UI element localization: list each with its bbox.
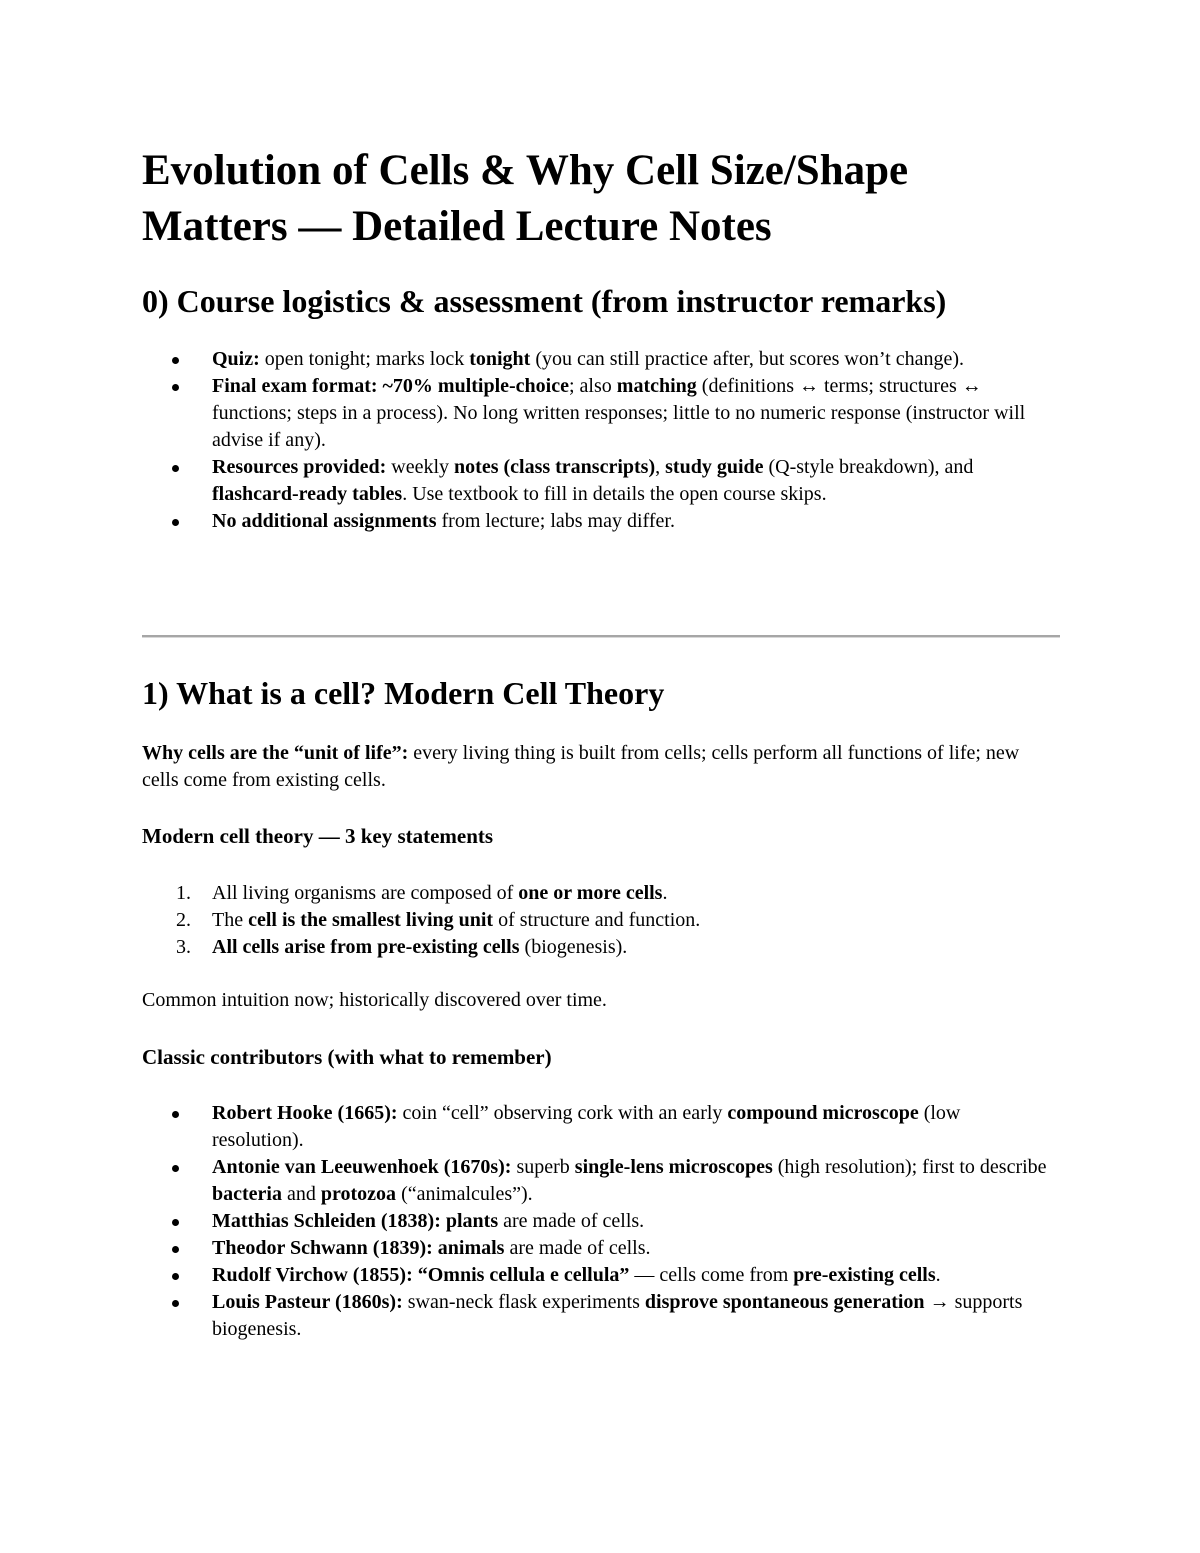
bold-text: matching (616, 375, 697, 397)
bold-text: No additional assignments (212, 510, 437, 532)
body-text: — cells come from (629, 1264, 794, 1286)
body-text: , (655, 456, 666, 478)
list-item (142, 907, 1052, 934)
bold-text: All cells arise from pre-existing cells (212, 936, 520, 958)
bold-text: flashcard-ready tables (212, 483, 403, 505)
bold-text: Louis Pasteur (1860s): (212, 1291, 403, 1313)
bullet-icon (172, 1273, 179, 1280)
cell-theory-list (142, 880, 1060, 961)
bold-text: Quiz: (212, 348, 260, 370)
list-number: 3. (176, 936, 191, 958)
body-text: . Use textbook to fill in details the open course skips. (402, 483, 827, 505)
bold-text: Theodor Schwann (1839): animals (212, 1237, 505, 1259)
bold-text: Why cells are the “unit of life”: (142, 742, 409, 764)
body-text: of structure and function. (493, 909, 701, 931)
bold-text: Robert Hooke (1665): (212, 1102, 398, 1124)
cell-theory-heading: Modern cell theory — 3 key statements (142, 824, 494, 848)
body-text: weekly (386, 456, 455, 478)
body-text: The (212, 909, 249, 931)
bold-text: Rudolf Virchow (1855): “Omnis cellula e cellula” (212, 1264, 630, 1286)
bold-text: study guide (665, 456, 764, 478)
section-1-heading: 1) What is a cell? Modern Cell Theory (142, 675, 665, 711)
contributors-list (142, 1100, 1060, 1343)
body-text: (high resolution); first to describe (772, 1156, 1047, 1178)
body-text: from lecture; labs may differ. (436, 510, 675, 532)
body-text: (you can still practice after, but scores won’t change). (530, 348, 964, 370)
contributors-heading: Classic contributors (with what to remember) (142, 1045, 552, 1069)
body-text: are made of cells. (504, 1237, 651, 1259)
list-item (142, 1289, 1052, 1343)
bullet-icon (172, 1219, 179, 1226)
bold-text: cell is the smallest living unit (248, 909, 494, 931)
bold-text: one or more cells (518, 882, 663, 904)
body-text: (“animalcules”). (396, 1183, 533, 1205)
body-text: All living organisms are composed of (212, 882, 519, 904)
bold-text: compound microscope (727, 1102, 919, 1124)
body-text: (biogenesis). (519, 936, 628, 958)
bold-text: tonight (469, 348, 531, 370)
bold-text: Matthias Schleiden (1838): plants (212, 1210, 499, 1232)
body-text: are made of cells. (498, 1210, 645, 1232)
list-item (142, 880, 1052, 907)
bullet-icon (172, 1165, 179, 1172)
bold-text: notes (class transcripts) (454, 456, 656, 478)
bullet-icon (172, 1300, 179, 1307)
unit-of-life-paragraph (142, 740, 1042, 794)
bullet-icon (172, 465, 179, 472)
list-item (142, 1154, 1052, 1208)
list-number: 1. (176, 882, 191, 904)
body-text: . (662, 882, 668, 904)
bold-text: pre-existing cells (793, 1264, 936, 1286)
document-title: Evolution of Cells & Why Cell Size/Shape Matters — Detailed Lecture Notes (142, 147, 909, 250)
bold-text: Antonie van Leeuwenhoek (1670s): (212, 1156, 512, 1178)
body-text: swan-neck flask experiments (402, 1291, 645, 1313)
body-text: superb (511, 1156, 575, 1178)
body-text: (Q-style breakdown), and (763, 456, 974, 478)
bold-text: bacteria (212, 1183, 282, 1205)
body-text: open tonight; marks lock (259, 348, 470, 370)
bold-text: Final exam format: ~70% multiple-choice (212, 375, 569, 397)
body-text: and (281, 1183, 321, 1205)
body-text: . (935, 1264, 941, 1286)
bullet-icon (172, 357, 179, 364)
body-text: ; also (569, 375, 617, 397)
bullet-icon (172, 1246, 179, 1253)
bullet-icon (172, 1111, 179, 1118)
list-item (142, 1100, 1052, 1154)
logistics-list (142, 346, 1060, 535)
body-text: (low resolution). (212, 1102, 961, 1151)
list-item (142, 346, 1052, 373)
list-item (142, 454, 1052, 508)
bold-text: disprove spontaneous generation (644, 1291, 925, 1313)
list-item (142, 934, 1052, 961)
list-number: 2. (176, 909, 191, 931)
bold-text: single-lens microscopes (574, 1156, 773, 1178)
body-text: → supports biogenesis. (212, 1291, 1023, 1340)
body-text: (definitions ↔ terms; structures ↔ functions; steps in a process). No long written responses; little to no numeric response (instructor will advise if any). (212, 375, 1026, 451)
intuition-note: Common intuition now; historically discovered over time. (142, 989, 607, 1011)
list-item (142, 508, 1052, 535)
list-item (142, 1208, 1052, 1235)
bullet-icon (172, 519, 179, 526)
bold-text: Resources provided: (212, 456, 387, 478)
body-text: every living thing is built from cells; cells perform all functions of life; new cells come from existing cells. (142, 742, 1020, 791)
body-text: coin “cell” observing cork with an early (397, 1102, 728, 1124)
section-divider (142, 635, 1060, 638)
bullet-icon (172, 384, 179, 391)
bold-text: protozoa (320, 1183, 397, 1205)
section-0-heading: 0) Course logistics & assessment (from instructor remarks) (142, 283, 947, 319)
list-item (142, 1262, 1052, 1289)
list-item (142, 1235, 1052, 1262)
list-item (142, 373, 1052, 454)
